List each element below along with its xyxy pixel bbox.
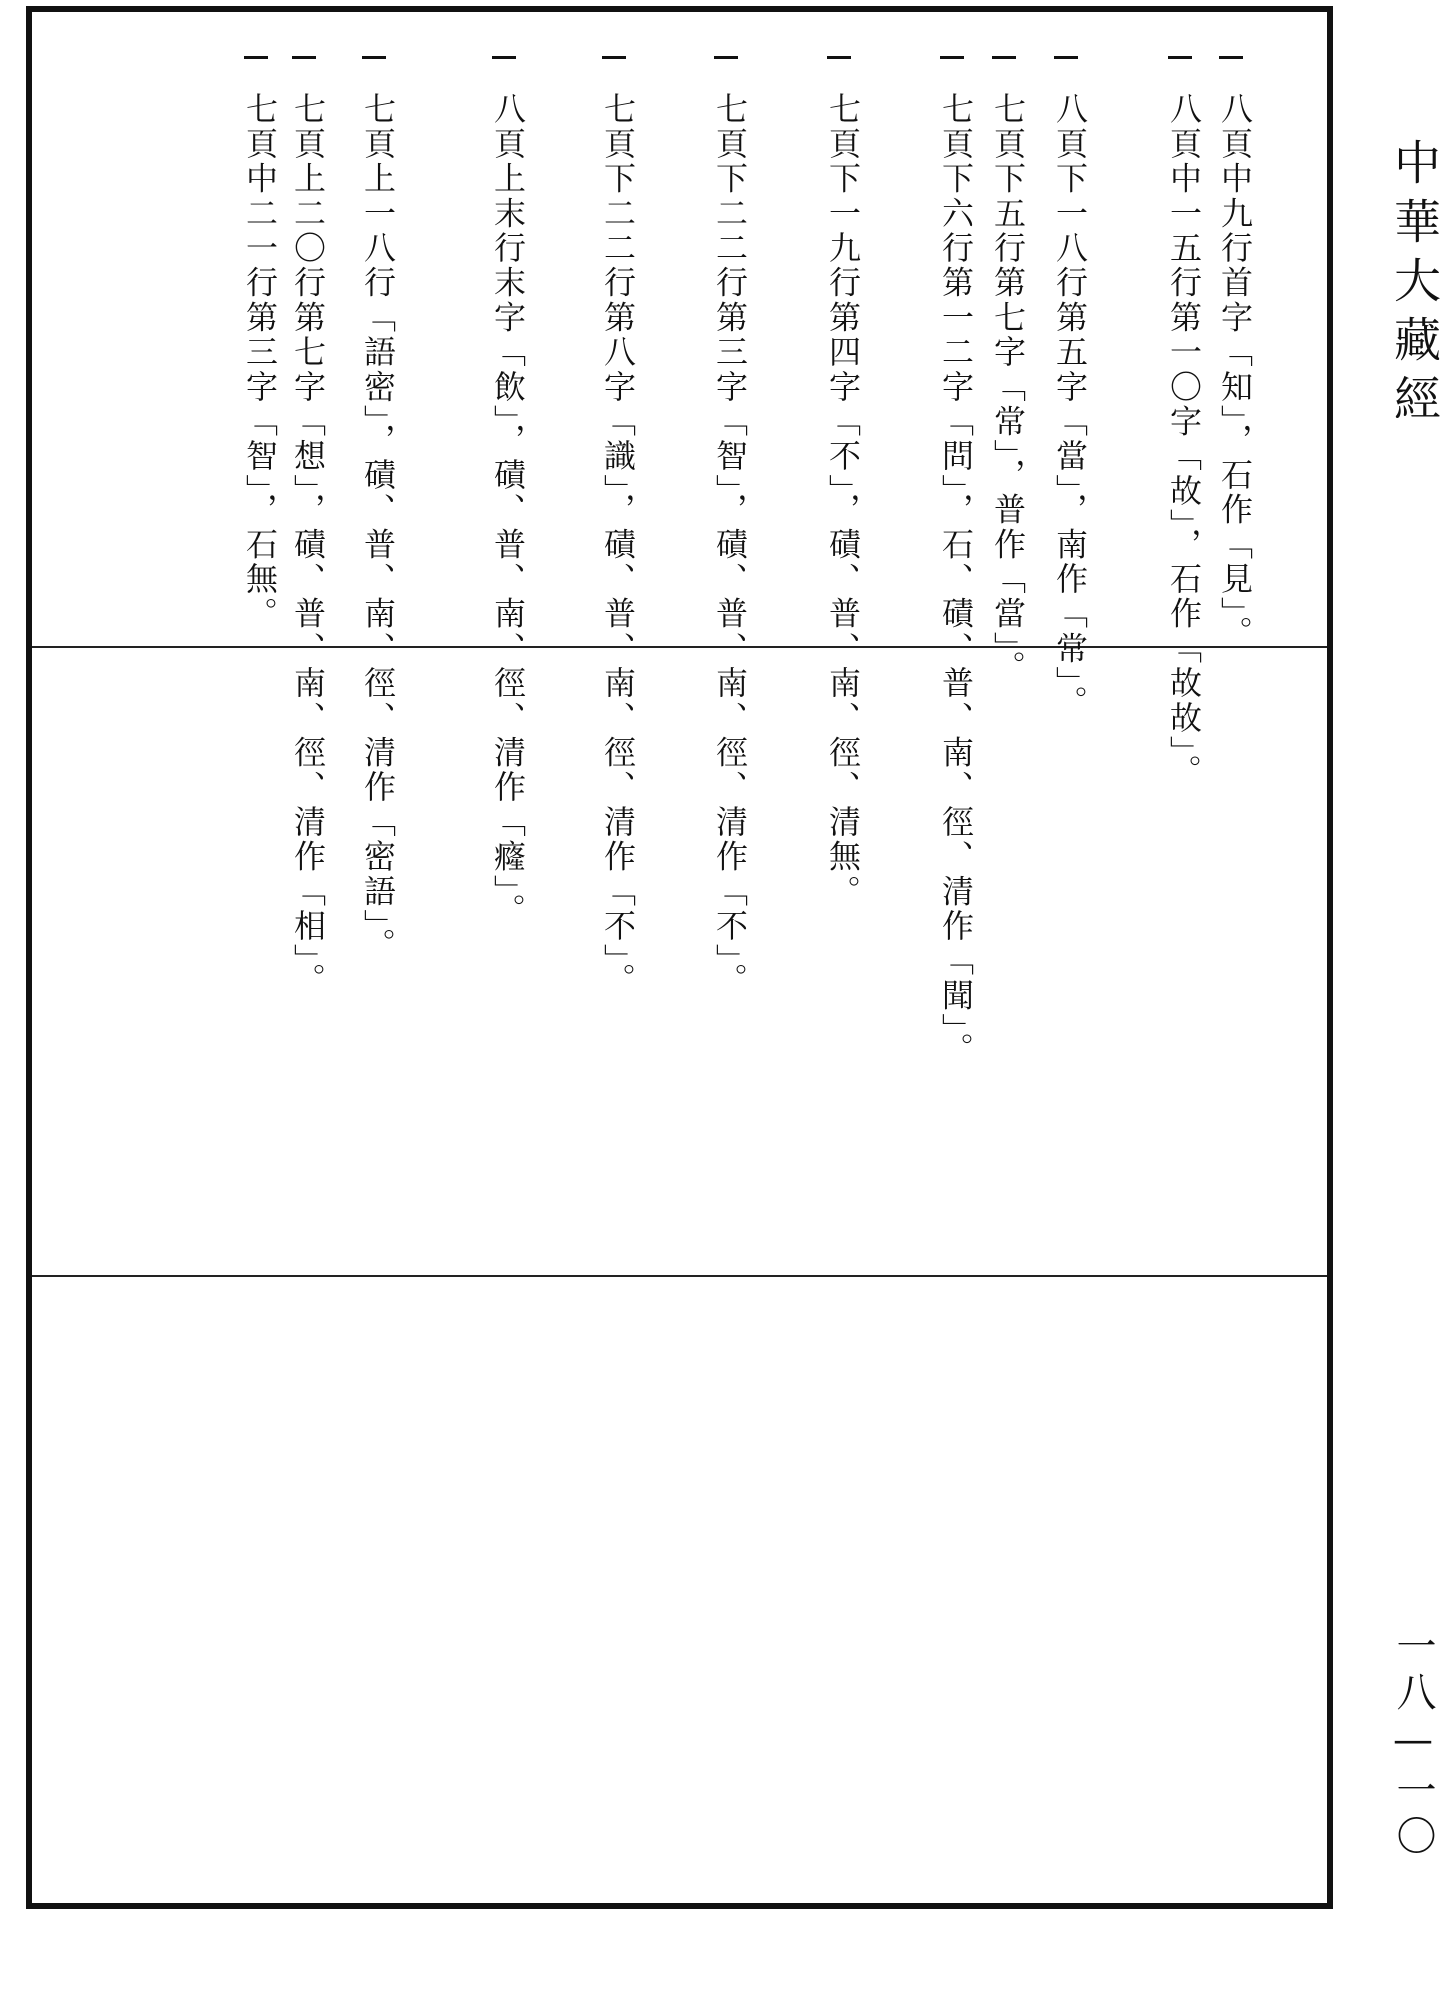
collation-note: 七頁中二一行第三字「智」，石無。 xyxy=(241,92,279,632)
divider-line xyxy=(32,1275,1327,1277)
collation-note: 八頁中一五行第一〇字「故」，石作「故故」。 xyxy=(1165,92,1203,789)
collation-note: 七頁下一九行第四字「不」，磧、普、南、徑、清無。 xyxy=(824,92,862,909)
collation-note: 七頁下二二行第八字「識」，磧、普、南、徑、清作「不」。 xyxy=(599,92,637,997)
collation-note: 七頁下二二行第三字「智」，磧、普、南、徑、清作「不」。 xyxy=(711,92,749,997)
page-frame xyxy=(26,6,1333,1909)
note-bullet xyxy=(992,56,1016,59)
page-number: 一八—一〇 xyxy=(1390,1625,1436,1861)
collation-note: 八頁下一八行第五字「當」，南作「常」。 xyxy=(1051,92,1089,720)
note-bullet xyxy=(940,56,964,59)
collation-note: 七頁上一八行「語密」，磧、普、南、徑、清作「密語」。 xyxy=(359,92,397,963)
collation-note: 八頁上末行末字「飲」，磧、普、南、徑、清作「癃」。 xyxy=(489,92,527,928)
note-bullet xyxy=(362,56,386,59)
note-bullet xyxy=(244,56,268,59)
sutra-title: 中華大藏經 xyxy=(1386,138,1441,433)
note-bullet xyxy=(292,56,316,59)
note-bullet xyxy=(1168,56,1192,59)
collation-note: 七頁上二〇行第七字「想」，磧、普、南、徑、清作「相」。 xyxy=(289,92,327,997)
note-bullet xyxy=(1054,56,1078,59)
collation-note: 七頁下六行第一二字「問」，石、磧、普、南、徑、清作「聞」。 xyxy=(937,92,975,1067)
note-bullet xyxy=(602,56,626,59)
collation-note: 八頁中九行首字「知」，石作「見」。 xyxy=(1216,92,1254,650)
divider-line xyxy=(32,646,1327,648)
note-bullet xyxy=(827,56,851,59)
collation-note: 七頁下五行第七字「常」，普作「當」。 xyxy=(989,92,1027,685)
note-bullet xyxy=(714,56,738,59)
note-bullet xyxy=(492,56,516,59)
note-bullet xyxy=(1219,56,1243,59)
